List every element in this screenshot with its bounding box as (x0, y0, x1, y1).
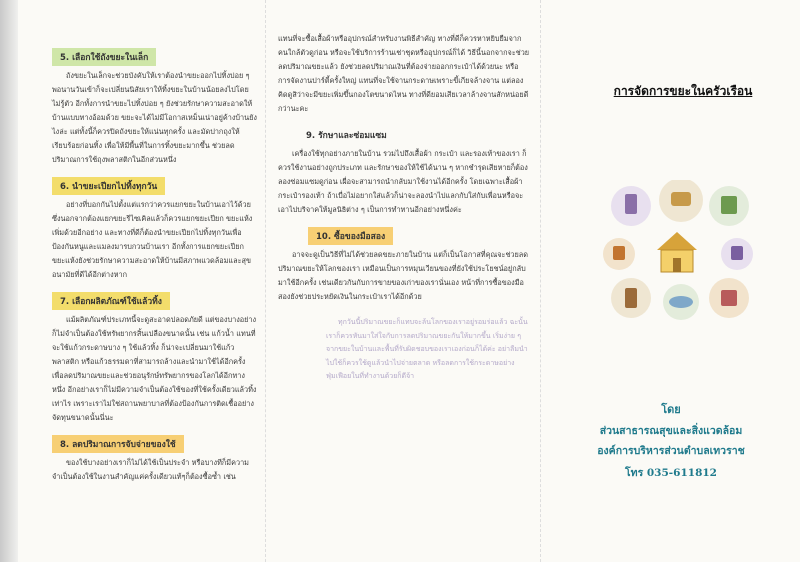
bottle-icon (625, 288, 637, 308)
section-10-heading: 10. ซื้อของมือสอง (308, 227, 393, 245)
section-8-heading: 8. ลดปริมาณการจับจ่ายของใช้ (52, 435, 184, 453)
section-6-text: อย่างที่บอกกันไปตั้งแต่แรกว่าควรแยกขยะในบ้านเอาไว้ด้วย ซึ่งนอกจากต้องแยกขยะรีไซเคิลแล้วก็ควรแยกขยะเปียก ขยะแห้ง เพิ่มด้วยอีกอย่าง และทางที่ดีก็ต้องนำขยะเปียกไปทิ้งทุกวันเพื่อป้องกันหนูและแมลงมารบกวนบ้านเรา อีกทั้งการแยกขยะเปียกขยะแห้งยังช่วยรักษาความสะอาดให้บ้านมีสภาพแวดล้อมและสุขอนามัยที่ดีได้อีกต่างหาก (52, 200, 253, 279)
container-icon (731, 246, 743, 260)
credit-organization: องค์การบริหารส่วนตำบลเทวราช (597, 445, 745, 457)
brochure-title: การจัดการขยะในครัวเรือน (613, 84, 753, 98)
left-column (0, 0, 265, 562)
credit-by: โดย (661, 403, 681, 416)
section-5-heading: 5. เลือกใช้ถังขยะในเล็ก (52, 48, 156, 66)
bottle-icon (625, 194, 637, 214)
plate-icon (669, 296, 693, 308)
binding-shadow (0, 0, 18, 562)
credit-phone: โทร 035-611812 (625, 467, 717, 479)
section-8-text: ของใช้บางอย่างเราก็ไม่ได้ใช้เป็นประจำ หรือบางทีก็มีความจำเป็นต้องใช้ในงานสำคัญแค่ครั้งเดียวแท้ๆก็ต้องซื้อซ้ำ เช่น (52, 458, 249, 481)
house-roof-icon (657, 232, 697, 250)
section-8-continued: แทนที่จะซื้อเสื้อผ้าหรืออุปกรณ์สำหรับงานพิธีสำคัญ ทางที่ดีก็ควรหาหยิบยืมจากคนใกล้ตัวดูก่อน หรือจะใช้บริการร้านเช่าชุดหรืออุปกรณ์ก็ได้ วิธีนี้นอกจากจะช่วยลดปริมาณขยะแล้ว ยังช่วยลดปริมาณเงินที่ต้องจ่ายออกกระเป๋าได้ด้วยนะ หรือการจัดงานปาร์ตี้ครั้งใหญ่ แทนที่จะใช้จานกระดาษเพราะขี้เกียจล้างจาน แต่ลองคิดดูสิว่าจะมีขยะเพิ่มขึ้นกองโตขนาดไหน ทางที่ดียอมเสียเวลาล้างจานสักหน่อยดีกว่านะคะ (278, 34, 530, 113)
house-door-icon (673, 258, 681, 272)
jar-icon (613, 246, 625, 260)
section-9-heading: 9. รักษาและซ่อมแซม (306, 131, 387, 141)
household-waste-illustration (601, 180, 753, 320)
section-6-heading: 6. นำขยะเปียกไปทิ้งทุกวัน (52, 177, 165, 195)
section-9-text: เครื่องใช้ทุกอย่างภายในบ้าน รวมไปถึงเสื้อผ้า กระเป๋า และรองเท้าของเรา ก็ควรใช้งานอย่างถูกประเภท และรักษาของให้ใช้ได้นาน ๆ หากชำรุดเสียหายก็ต้องลองซ่อมแซมดูก่อน เผื่อจะสามารถนำกลับมาใช้งานได้อีกครั้ง โดยเฉพาะเสื้อผ้า กระเป๋ารองเท้า ถ้าเบื่อไม่อยากใส่แล้วก็น่าจะลองนำไปแลกกับใส่กับเพื่อนหรือจะเอาไปบริจาคให้มูลนิธิต่าง ๆ เป็นการทำทานอีกอย่างหนึ่งค่ะ (278, 149, 528, 214)
package-icon (721, 290, 737, 306)
section-5-text: ถังขยะในเล็กจะช่วยบังคับให้เราต้องนำขยะออกไปทิ้งบ่อย ๆ พอนานวันเข้าก็จะเปลี่ยนนิสัยเราให้ทิ้งขยะในบ้านน้อยลงไปโดยไม่รู้ตัว อีกทั้งการนำขยะไปทิ้งบ่อย ๆ ยังช่วยรักษาความสะอาดให้บ้านแบบทางอ้อมด้วย ขยะจะได้ไม่มีโอกาสเหม็นเน่าอยู่ค้างบ้านยังไงล่ะ แต่ทั้งนี้ก็ควรปิดถังขยะให้แน่นทุกครั้ง และมัดปากถุงให้เรียบร้อยก่อนทิ้ง เพื่อให้มีพื้นที่ในการทิ้งขยะมากขึ้น ช่วยลดปริมาณการใช้ถุงพลาสติกในอีกส่วนหนึ่ง (52, 71, 257, 164)
closing-quote: ทุกวันนี้ปริมาณขยะก็แทบจะล้นโลกของเราอยู่รอมร่อแล้ว ฉะนั้นเราก็ควรหันมาใส่ใจกับการลดปริมาณขยะกันให้มากขึ้น เริ่มง่าย ๆ จากขยะในบ้านและพื้นที่รับผิดชอบของเราเองก่อนก็ได้ค่ะ อย่าลืมนำไปใช้ก็ควรใช้ดูแล้วนำไปจ่ายตลาด หรือลดการใช้กระดาษอย่างฟุ่มเฟือยในที่ทำงานด้วยก็ดีจ้า (326, 318, 528, 380)
middle-column (265, 0, 540, 562)
box-icon (671, 192, 691, 206)
section-7-text: แม้ผลิตภัณฑ์ประเภทนี้จะดูสะอาดปลอดภัยดี แต่ของบางอย่างก็ไม่จำเป็นต้องใช้ทรัพยากรสิ้นเปลืองขนาดนั้น เช่น แก้วน้ำ แทนที่จะใช้แก้วกระดาษบาง ๆ ใช้แล้วทิ้ง ก็น่าจะเปลี่ยนมาใช้แก้วพลาสติก หรือแก้วธรรมดาที่สามารถล้างและนำมาใช้ได้อีกครั้งเพื่อลดปริมาณขยะและช่วยอนุรักษ์ทรัพยากรของโลกได้อีกทาง หนึ่ง อีกอย่างเราก็ไม่มีความจำเป็นต้องใช้ของที่ใช้ครั้งเดียวแล้วทิ้งเท่าไร เพราะเราไม่ใช่สถานพยาบาลที่ต้องป้องกันการติดเชื้ออย่างจัดทุนขนาดนั้นนี่นะ (52, 315, 257, 422)
can-icon (721, 196, 737, 214)
section-7-heading: 7. เลือกผลิตภัณฑ์ใช้แล้วทิ้ง (52, 292, 170, 310)
section-10-text: อาจจะดูเป็นวิธีที่ไม่ได้ช่วยลดขยะภายในบ้าน แต่ก็เป็นโอกาสที่คุณจะช่วยลดปริมาณขยะให้โลกของเรา เหมือนเป็นการหมุนเวียนของที่ยังใช้ประโยชน์อยู่กลับมาใช้อีกครั้ง เช่นเดียวกันกับการขายของเก่าของเรานั่นเอง หน้าที่การซื้อของมือสองยังช่วยประหยัดเงินในกระเป๋าเราได้อีกด้วย (278, 250, 528, 301)
credit-department: ส่วนสาธารณสุขและสิ่งแวดล้อม (599, 425, 743, 437)
cover-column (540, 0, 800, 562)
